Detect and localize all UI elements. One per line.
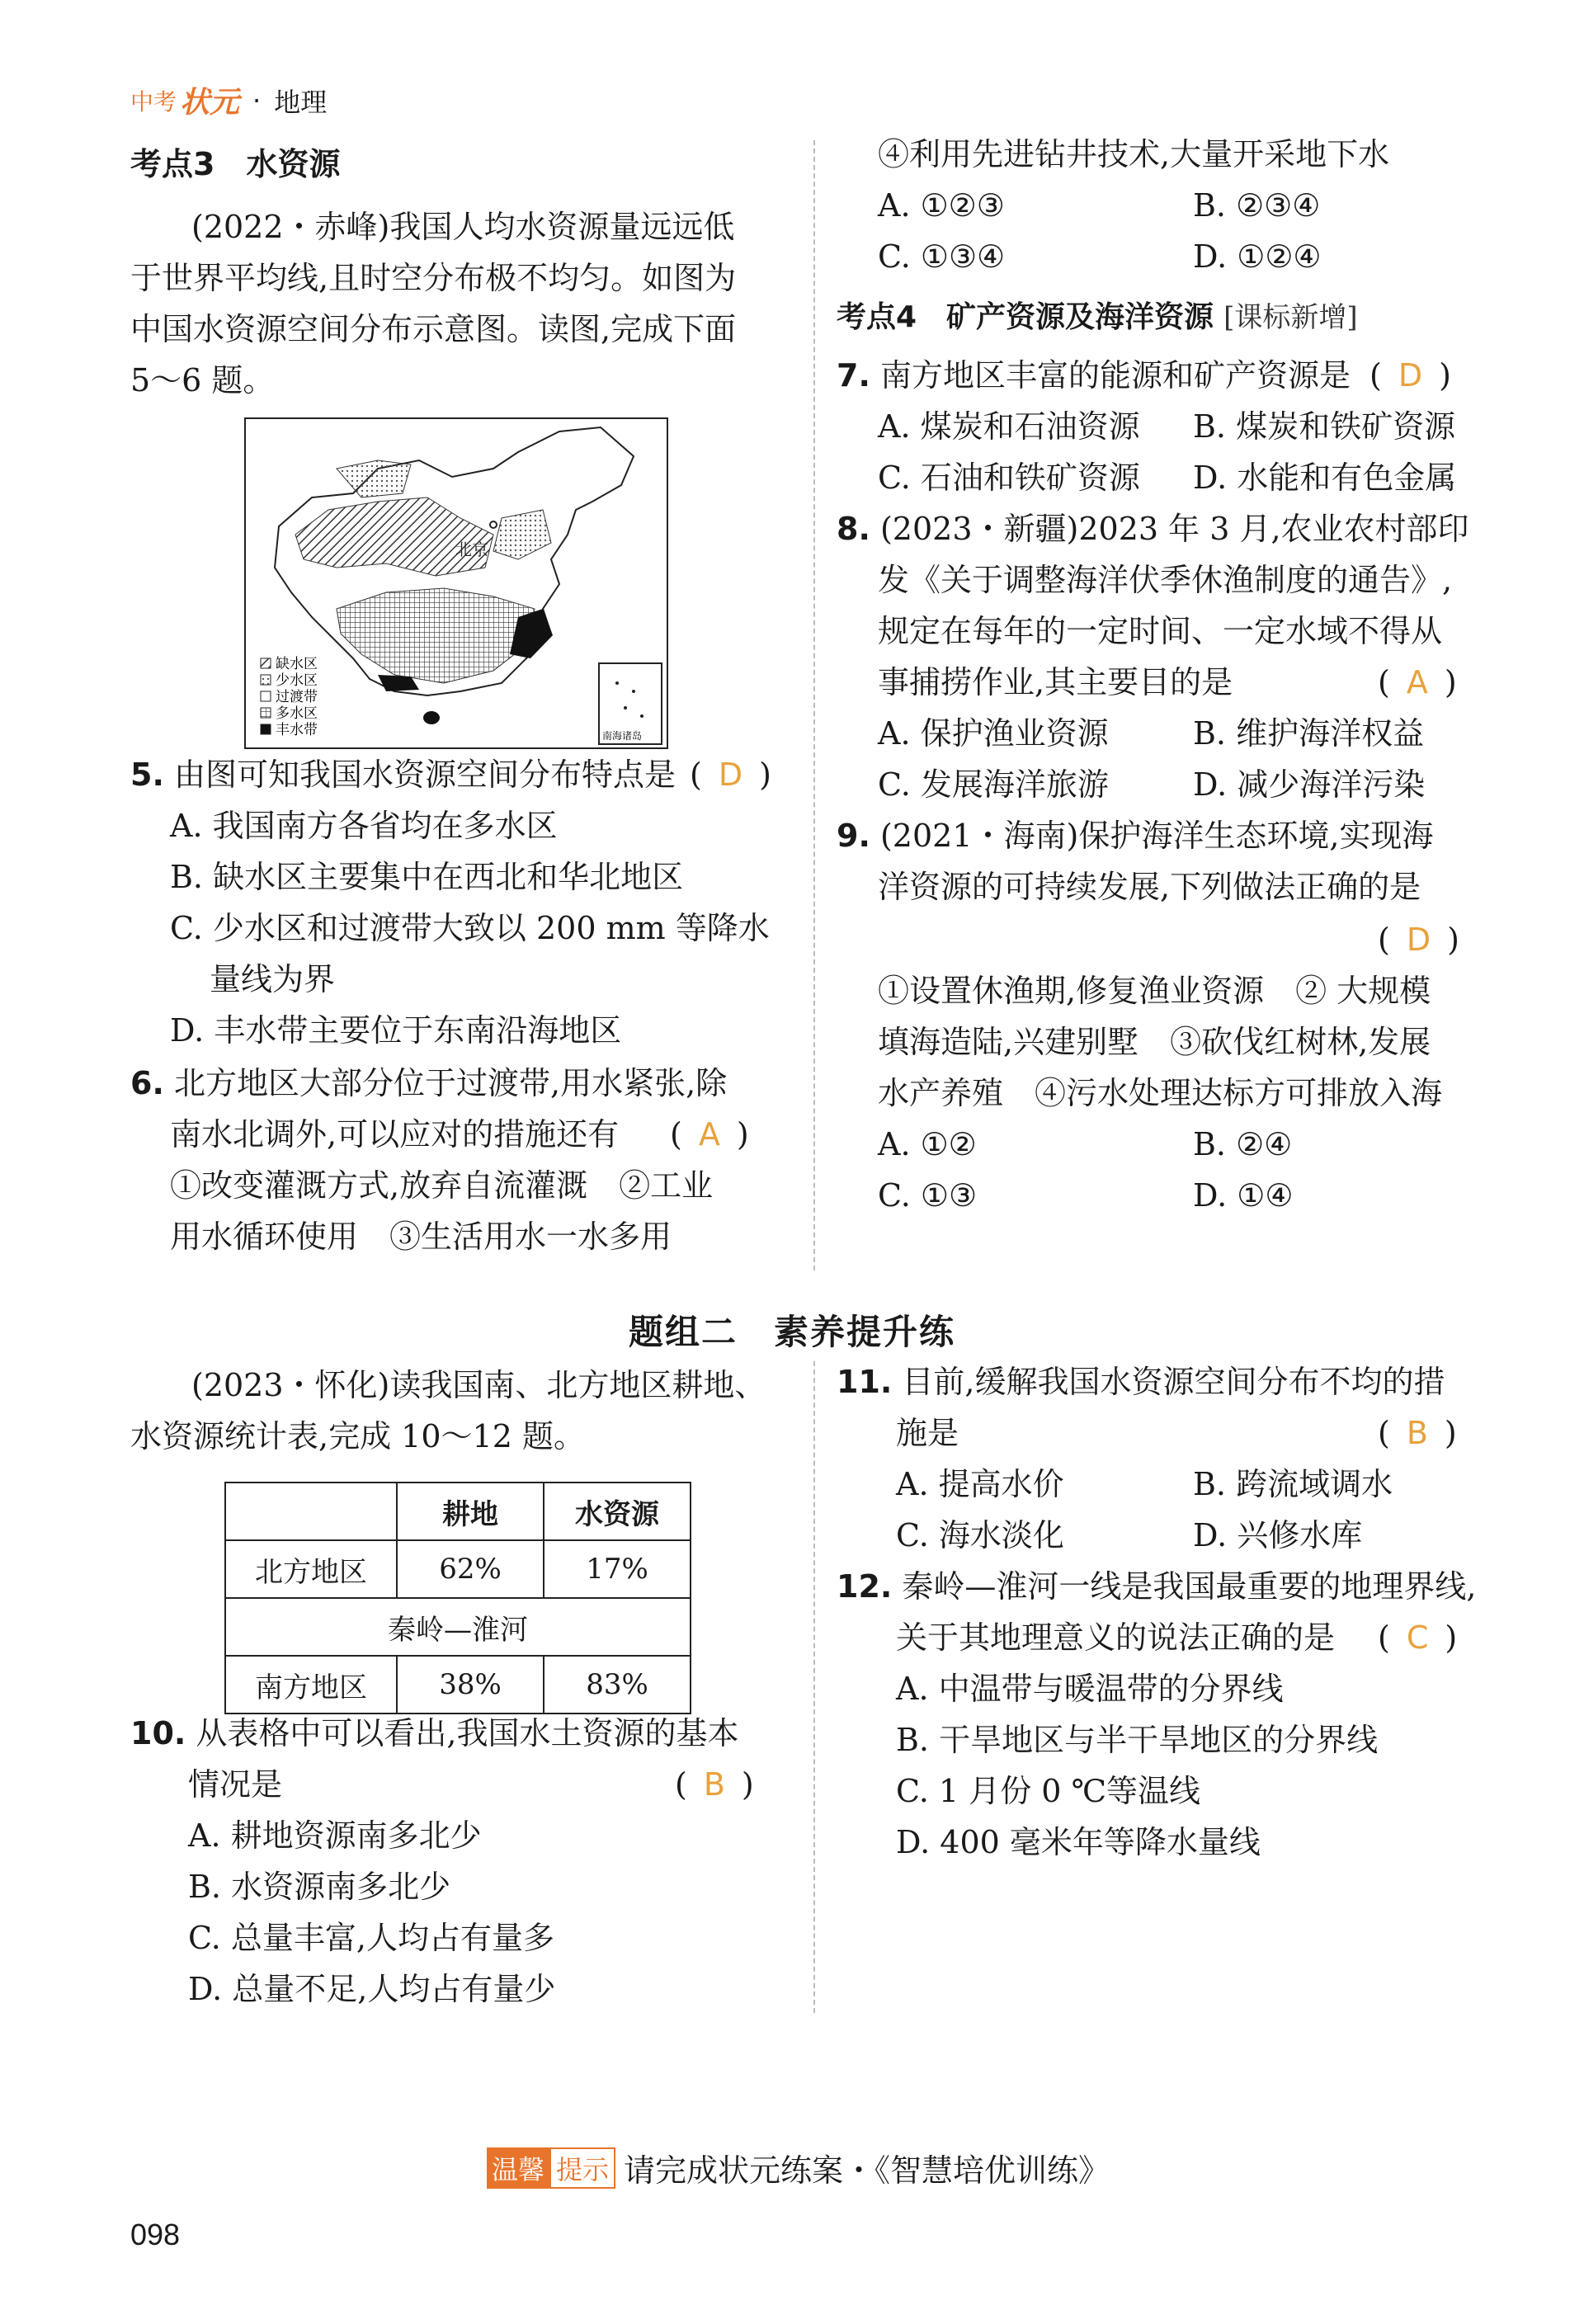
intro2-line-1: (2023・怀化)读我国南、北方地区耕地、 <box>191 1367 766 1403</box>
q6-option-a: A. ①②③ <box>878 187 1005 224</box>
header-subject: 地理 <box>274 86 328 118</box>
q7-stem <box>837 357 1351 394</box>
q9-option-c: C. ①③ <box>878 1177 978 1214</box>
intro2-line-2: 水资源统计表,完成 10～12 题。 <box>130 1418 585 1454</box>
q7-option-b: B. 煤炭和铁矿资源 <box>1193 408 1456 445</box>
table-cell: 62% <box>397 1540 544 1598</box>
q6-option-c: C. ①③④ <box>878 238 1006 275</box>
q12-option-b: B. 干旱地区与半干旱地区的分界线 <box>896 1722 1379 1758</box>
intro-line-2: 于世界平均线,且时空分布极不均匀。如图为 <box>130 260 737 296</box>
low-water-zone <box>337 460 411 497</box>
table-header-cell <box>225 1483 397 1540</box>
q6-option-d: D. ①②④ <box>1193 238 1322 275</box>
page-number: 098 <box>130 2218 181 2251</box>
q6-body-cont: ④利用先进钻井技术,大量开采地下水 <box>878 136 1390 172</box>
q8-stem-4: 事捕捞作业,其主要目的是 <box>878 664 1233 700</box>
q5-option-c: C. 少水区和过渡带大致以 200 mm 等降水 <box>170 910 770 946</box>
q7-answer-paren: ( D ) <box>1370 357 1451 394</box>
q10-option-a: A. 耕地资源南多北少 <box>188 1817 482 1854</box>
q6-option-b: B. ②③④ <box>1193 187 1321 224</box>
q11-option-d: D. 兴修水库 <box>1193 1517 1363 1553</box>
q8-stem-1 <box>837 511 1469 547</box>
q8-option-d: D. 减少海洋污染 <box>1193 766 1426 803</box>
q6-num: 6. <box>130 1065 164 1101</box>
q12-num: 12. <box>837 1568 893 1605</box>
q5-option-c-cont: 量线为界 <box>210 961 336 997</box>
q8-option-a: A. 保护渔业资源 <box>878 715 1109 752</box>
q8-answer-paren: ( A ) <box>1378 664 1457 700</box>
table-cell: 北方地区 <box>225 1540 397 1598</box>
section3-title: 考点3 水资源 <box>130 146 341 182</box>
q12-option-a: A. 中温带与暖温带的分界线 <box>896 1671 1284 1707</box>
q11-stem-text-1: 目前,缓解我国水资源空间分布不均的措 <box>902 1364 1445 1400</box>
q8-stem-3: 规定在每年的一定时间、一定水域不得从 <box>878 613 1443 649</box>
intro-line-4: 5～6 题。 <box>130 362 275 398</box>
q5-answer: D <box>718 757 743 793</box>
group-title: 题组二 素养提升练 <box>628 1312 955 1352</box>
table-row <box>225 1540 691 1598</box>
footer-tip <box>487 2145 1110 2190</box>
table-header-row <box>225 1483 691 1540</box>
q9-option-d: D. ①④ <box>1193 1177 1294 1214</box>
q5-stem <box>130 757 676 793</box>
q11-stem-2: 施是 <box>896 1415 959 1451</box>
q8-stem-2: 发《关于调整海洋伏季休渔制度的通告》, <box>878 562 1453 598</box>
table-cell: 83% <box>544 1656 691 1714</box>
intro-line-1: (2022・赤峰)我国人均水资源量远远低 <box>191 209 735 245</box>
q8-num: 8. <box>837 511 870 547</box>
q7-option-a: A. 煤炭和石油资源 <box>878 408 1140 445</box>
q6-stem-text-1: 北方地区大部分位于过渡带,用水紧张,除 <box>173 1065 728 1101</box>
header-dot: · <box>252 84 262 116</box>
inset-label: 南海诸岛 <box>602 730 643 742</box>
q5-option-a: A. 我国南方各省均在多水区 <box>170 808 558 844</box>
q9-answer: D <box>1406 922 1431 958</box>
section4-tag: [课标新增] <box>1223 301 1358 334</box>
table-cell: 南方地区 <box>225 1656 397 1714</box>
q8-stem-text-1: (2023・新疆)2023 年 3 月,农业农村部印 <box>879 511 1469 547</box>
q10-stem-text-1: 从表格中可以看出,我国水土资源的基本 <box>196 1715 739 1751</box>
q12-answer-paren: ( C ) <box>1378 1619 1458 1656</box>
q10-option-c: C. 总量丰富,人均占有量多 <box>188 1920 554 1956</box>
q6-stem-2: 南水北调外,可以应对的措施还有 <box>170 1116 620 1153</box>
map-legend <box>261 656 318 738</box>
q11-option-b: B. 跨流域调水 <box>1193 1466 1393 1502</box>
q12-option-d: D. 400 毫米年等降水量线 <box>896 1824 1261 1860</box>
column-divider-top <box>813 140 815 1270</box>
q5-num: 5. <box>130 757 164 793</box>
table-divider-cell: 秦岭—淮河 <box>225 1598 691 1656</box>
legend-item-1: 缺水区 <box>276 656 318 672</box>
q7-option-c: C. 石油和铁矿资源 <box>878 460 1140 496</box>
q8-option-b: B. 维护海洋权益 <box>1193 715 1425 752</box>
q11-option-a: A. 提高水价 <box>896 1466 1064 1502</box>
section4-title: 考点4 矿产资源及海洋资源 <box>837 300 1214 334</box>
header-brand-a: 中考 <box>130 88 177 115</box>
q9-body-3: 水产养殖 ④污水处理达标方可排放入海 <box>878 1075 1443 1111</box>
map-city-label: 北京 <box>455 540 488 559</box>
q10-stem-1 <box>130 1715 739 1751</box>
page-header <box>130 79 327 121</box>
q9-option-b: B. ②④ <box>1193 1126 1293 1162</box>
table-cell: 38% <box>397 1656 544 1714</box>
q7-num: 7. <box>837 357 870 394</box>
q9-option-a: A. ①② <box>878 1126 977 1162</box>
q5-answer-paren: ( D ) <box>690 757 771 793</box>
q12-answer: C <box>1406 1619 1429 1656</box>
q6-answer-paren: ( A ) <box>670 1116 749 1153</box>
q9-stem-text-1: (2021・海南)保护海洋生态环境,实现海 <box>879 818 1434 854</box>
q7-answer: D <box>1398 357 1423 394</box>
legend-item-4: 多水区 <box>276 705 318 722</box>
q9-num: 9. <box>837 818 870 854</box>
water-resource-map <box>244 417 668 749</box>
china-map-svg <box>246 419 667 747</box>
legend-item-5: 丰水带 <box>276 722 318 738</box>
table-header-cell: 水资源 <box>544 1483 691 1540</box>
stats-table <box>224 1482 691 1714</box>
q10-num: 10. <box>130 1715 186 1751</box>
q10-answer: B <box>703 1766 725 1803</box>
q11-option-c: C. 海水淡化 <box>896 1517 1064 1553</box>
q9-body-1: ①设置休渔期,修复渔业资源 ② 大规模 <box>878 973 1431 1009</box>
q7-stem-text: 南方地区丰富的能源和矿产资源是 <box>879 357 1351 394</box>
q9-answer-paren: ( D ) <box>1378 922 1459 958</box>
q12-stem-1 <box>837 1568 1477 1605</box>
q10-option-d: D. 总量不足,人均占有量少 <box>188 1971 556 2007</box>
tip-badge-b: 提示 <box>549 2147 615 2189</box>
q9-stem-1 <box>837 818 1434 854</box>
q10-answer-paren: ( B ) <box>675 1766 754 1803</box>
q11-stem-1 <box>837 1366 1445 1398</box>
column-divider-bottom <box>813 1361 815 2013</box>
table-cell: 17% <box>544 1540 691 1598</box>
q9-body-2: 填海造陆,兴建别墅 ③砍伐红树林,发展 <box>878 1024 1431 1060</box>
table-divider-row <box>225 1598 691 1656</box>
q5-stem-text: 由图可知我国水资源空间分布特点是 <box>173 757 676 793</box>
q6-body-2: 用水循环使用 ③生活用水一水多用 <box>170 1219 672 1255</box>
q6-body-1: ①改变灌溉方式,放弃自流灌溉 ②工业 <box>170 1167 714 1204</box>
q8-option-c: C. 发展海洋旅游 <box>878 766 1109 803</box>
table-header-cell: 耕地 <box>397 1483 544 1540</box>
q6-stem-1 <box>130 1065 728 1101</box>
section4-heading <box>837 300 1358 332</box>
q10-stem-2: 情况是 <box>188 1766 283 1803</box>
q5-option-b: B. 缺水区主要集中在西北和华北地区 <box>170 859 684 895</box>
intro-line-3: 中国水资源空间分布示意图。读图,完成下面 <box>130 311 737 347</box>
q12-stem-2: 关于其地理意义的说法正确的是 <box>896 1619 1336 1656</box>
q5-option-d: D. 丰水带主要位于东南沿海地区 <box>170 1012 622 1049</box>
legend-item-3: 过渡带 <box>276 689 318 705</box>
q7-option-d: D. 水能和有色金属 <box>1193 460 1457 496</box>
legend-item-2: 少水区 <box>276 672 318 689</box>
q8-answer: A <box>1406 664 1428 700</box>
q6-answer: A <box>698 1116 720 1153</box>
q9-stem-2: 洋资源的可持续发展,下列做法正确的是 <box>878 869 1421 905</box>
header-brand-b: 状元 <box>180 86 240 120</box>
tip-text: 请完成状元练案・《智慧培优训练》 <box>624 2152 1110 2189</box>
q10-option-b: B. 水资源南多北少 <box>188 1869 451 1905</box>
tip-badge-a: 温馨 <box>487 2147 549 2189</box>
table-row <box>225 1656 691 1714</box>
q12-option-c: C. 1 月份 0 ℃等温线 <box>896 1773 1200 1809</box>
q11-answer: B <box>1406 1415 1428 1451</box>
q11-num: 11. <box>837 1364 893 1400</box>
q12-stem-text-1: 秦岭—淮河一线是我国最重要的地理界线, <box>902 1568 1477 1605</box>
q11-answer-paren: ( B ) <box>1378 1415 1457 1451</box>
